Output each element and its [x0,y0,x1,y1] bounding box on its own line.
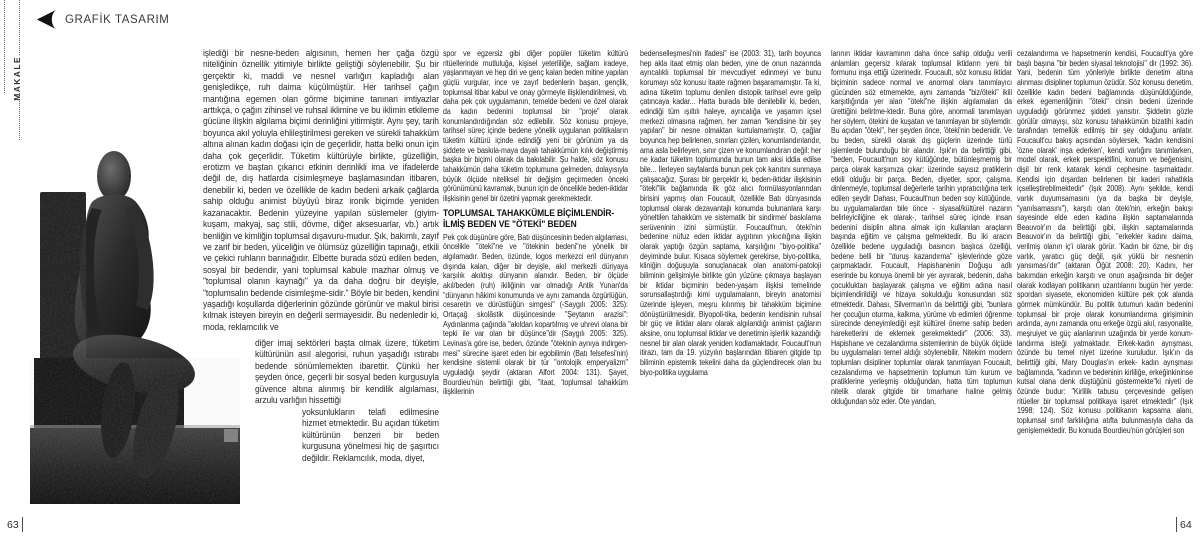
article-text: diğer imaj sektörleri başta olmak üzere, tüketim kültürünün asıl alegorisi, ruhun yaşadığı ıstırabı bedende sönümlemekten ibarettir. Çünkü her şeyden önce, geçerli bir sosyal beden kurgusuyla güvence altına alınmış bir kendilik algılaması, arzulu varlığın hissettiği [255,338,439,407]
article-text: bedenselleşmesi'nin ifadesi" ise (2003: 31), tarih boyunca hep akla itaat etmiş olan beden, yine de onun nazarında ayrıcalıklı toplumsal bir mevcudiyet edinmeyi ve bunu korumayı söz konusu itaate rağmen başaramamıştır. Ta ki, adına tüketim toplumu denilen distopik tarihsel evre gelip çatıncaya kadar... Hatta burada bile denilebilir ki, beden, edindiği tüm ışıltılı haleye, ayrıcalığa ve yaşamın içsel merkezi olmasına rağmen, her zaman "kendisine bir şey yapılan" bir nesne olmaktan kurtulamamıştır. O, çağlar boyunca hep belirlenen, sınırları çizilen, konumlandırılandır, ama asla belirleyen, sınır çizen ve konumlandıran değil: her ne kadar tüketim toplumunda bunun tam aksi iddia edilse bile... İlerleyen sayfalarda bunun pek çok kanıtını sunmaya çalışacağız. Şurası bir gerçektir ki, beden-iktidar ilişkisinin "öteki"lik bağlamında ilk göz alıcı formülasyonlarından birisini yapmış olan Foucault, özellikle Batı dünyasında toplumsal olarak dezavantajlı konumda bulunanlara karşı yöneltilen tahakküm ve sistematik bir sindirme/ baskılama serüveninin izini sürmüştür. Foucault'nun, öteki'nin bedenine nüfuz eden iktidar aygıtının yıkıcılığına ilişkin olarak yaptığı özgün saptama, karşılığını "biyo-politika" deyiminde bulur. Kısaca söylemek gerekirse, biyo-politika, kliniğin doğuşuyla sonuçlanacak olan anatomi-patoloji biliminin gelişimiyle birlikte gün yüzüne çıkmaya başlayan bir iktidar biçiminin beden-yaşam ilişkisi temelinde sorunsallaştırdığı kimi uygulamaların, bireyin anatomisi üzerinde işleyen, meşru kılınmış bir tahakküm biçimine dönüştürülmesidir. Biyopoli-tika, bedenin kendisinin ruhsal bir güç ve iktidar alanı olarak algılandığı animist çağların aksine, onu toplumsal iktidar ve denetimin işlerlik kazandığı nesnel bir alan olarak yeniden kodlamaktadır. Foucault'nun itirazı, tam da 19. yüzyılın başlarından itibaren gitgide tıp biliminin epistemik tekelini daha da güçlendirecek olan bu biyo-politika uygulama [640,49,821,377]
magazine-logo-icon [36,9,57,30]
text-column-2 [443,49,628,511]
lead-column-top [203,48,439,338]
page-header [36,9,169,30]
article-text: spor ve egzersiz gibi diğer popüler tüketim kültürü ritüellerinde mutluluğa, kişisel yeterliliğe, sağlam iradeye, yaşlanmayan ve hep diri ve genç kalan beden mitine yapılan güçlü vurgular, ince ve zayıf bedenlerin başarı, gençlik, toplumsal itibar kabul ve onay görmeyle ilişkilendirilmesi, vb. daha pek çok uygulamanın, temelde bedeni ve özel olarak da kadın bedenini toplumsal bir "proje" olarak konumlandırdığından söz edilebilir. Söz konusu projeye, tarihsel süreç içinde bedene yönelik uygulanan politikaların tüketim kültürü içinde edindiği yeni bir görünüm ya da şiddete ve baskıla-maya dayalı tahakkümün kılık değiştirmiş başka bir biçimi olarak da bakılabilir. Şu halde, söz konusu tahakkümün daha tüketim toplumuna gelmeden, dolayısıyla büyük ölçüde niteliksel bir değişim geçirmeden önceki görünümünü kavramak, bunun için de öncelikle beden-iktidar ilişkisinin genel bir özetini yapmak gerekmektedir. [443,49,628,203]
dotted-rule-outer [4,0,5,93]
lead-column-wrap-2 [302,407,439,507]
article-text: işlediği bir nesne-beden algısının, hemen her çağa özgü niteliğinin öznellik yitimiyle birlikte geliştiği söylenebilir. Şu bir gerçektir ki, maddi ve nesnel varlığın kapladığı alan genişledikçe, ruh daima küçülmüştür. Her tarihsel çağın mantığına egemen olan görme biçimine tanınan imtiyazlar arttıkça, o çağın zihinsel ve ruhsal iklimine ve bu iklimin etkileme gücüne ilişkin algılama biçimi derinliğini yitirmiştir. Aynı şey, tarih boyunca akıl yoluyla ehlileştirilmesi gereken ve sürekli tahakküm altına alınan kadın doğası için de geçerlidir, hatta belki onun için daha çok geçerlidir. Tüketim kültürüyle birlikte, güzelliğin, erotizm ve baştan çıkarıcı etkinin derinlikli ima ve ifadelerde değil de, dış hatlarda cisimleşmeye başlamasından itibaren, denebilir ki, beden ve özellikle de kadın bedeni arkaik çağlarda sahip olduğu animist büyüyü biraz ironik biçimde yeniden kazanacaktır. Bedenin yüzeyine yapılan süslemeler (giyim-kuşam, makyaj, saç stili, dövme, diğer aksesuarlar, vb.) artık benliğin ve kimliğin toplumsal dışavuru-mudur. Şık, bakımlı, zayıf ve zarif bir beden, yüceliğin ve ölümsüz güzelliğin tapınağı, etkili ve çekici ruhların barınağıdır. Elbette burada sözü edilen beden, sosyal bir bedendir, yani toplumsal kabule mazhar olmuş ve "toplumsal olanın kaynağı" ya da daha doğru bir deyişle, "toplumsalın bedende cisimleşme-sidir." Böyle bir beden, kendini yaşadığı koşullarda diğerlerinin gözünde görünür ve makul birisi kılmak isteyen bireyin en değerli sermayesidir. Bu nedenledir ki, moda, reklamcılık ve [203,48,439,333]
article-text: cezalandırma ve hapsetmenin kendisi, Foucault'ya göre başlı başına "bir beden siyasal teknolojisi" dir (1992: 36). Yani, bedenin tüm yönleriyle birlikte denetim altına alınması disipliner toplumun özüdür. Söz konusu denetim, özellikle kadın bedeni bağlamında düşünüldüğünde, erkek egemenliğinin "öteki" cinsin bedeni üzerinde uyguladığı görünmez şiddeti yansıtır. Şiddetin gözle görülür olmayışı, söz konusu tahakkümün bizatihi kadın tarafından temellük edilmiş bir şey olduğunu anlatır. Foucault'cu bakış açısından söylersek, "kadın kendisini 'özne olarak' inşa ederken', kendi varlığını tanımlarken, model olarak, erkek perspektifini, konum ve beğenisini, dişil bir renk katarak kendi cephesine taşımaktadır. Kendisi için dışardan belirlenen bir kaderi rahatlıkla içselleştirebilmektedir" (Işık 2008). Aynı şekilde, kendi varlık duyumsamasını (ya da başka bir deyişle, "yanılsamasını"), karşıtı olan öteki'nin, erkeğin bakışı sayesinde elde eden kadına ilişkin saptamalarında Beauvoir'ın da belirttiği gibi, ilişkin saptamalarında Beauvoir'ın da belirttiği gibi, "erkekler kadını daima, verilmiş olanın iç'i olarak görür. 'Kadın bir özne, bir dış varlık, yaratıcı güç değil, ışık yüklü bir nesnenin yansıması'dır" (aktaran Öğüt 2008: 20). Kadını, her bakımdan erkeğin karşıtı ve onun aşağısında bir değer olarak kodlayan politikanın uzantılarını bugün her yerde: spordan siyasete, ekonomiden kültüre pek çok alanda görmek mümkündür. Bu politik tutumun kadın bedenini toplumsal bir proje olarak konumlandırma girişiminin ardında, aynı zamanda onu erkeğe özgü akıl, rasyonalite, meşruiyet ve güç alanlarının uzağında bir yerde konum-landırma isteği yatmaktadır. Erkek-kadın ayrışması, özünde bu temel niyet üzerine kuruludur. Işık'ın da belirttiği gibi, Mary Douglas'ın erkek- kadın ayrışması bağlamında, "kadının ve bedeninin kirliliğe, erkeğinkininse kutsal olana denk düştüğünü göstermekte"ki niyeti de özünde budur: "Kirlilik tabusu çerçevesinde gelişen ritüeller bir toplumsal politikaya işaret etmektedir" (Işık 1998: 124). Söz konusu politikanın kapsama alanı, toplumsal sınıf farklılığına atıfta bulunmasıyla daha da genişlemektedir. Bu konuda Bourdieu'nün görüşleri son [1017,49,1193,435]
text-column-4 [831,49,1012,510]
section-heading: TOPLUMSAL TAHAKKÜMLE BİÇİMLENDİR-İLMİŞ BEDEN VE "ÖTEKİ" BEDEN [443,207,615,231]
article-text: yoksunlukların telafi edilmesine hizmet etmektedir. Bu açıdan tüketim kültürünün benzeri bir beden kurgusuna yönelmesi hiç de şaşırtıcı değildir. Reklamcılık, moda, diyet, [302,407,439,464]
page-number-left [7,517,23,532]
page-number-right [1176,517,1192,532]
lead-column-wrap-1 [255,338,439,407]
page-number-left-value: 63 [7,518,19,531]
magazine-title: GRAFİK TASARIM [65,13,170,26]
page-number-divider [22,517,23,532]
section-label-makale: MAKALE [12,56,22,101]
article-text: Pek çok düşünüre göre, Batı düşüncesinin beden algılaması, öncelikle "öteki"ne ve "ötekinin bedeni"ne yönelik bir algılamadır. Beden, özünde, logos merkezci eril dünyanın dışında kalan, diğer bir deyişle, akıl merkezli dünyaya karşılık akıldışı dünyanın alanıdır. Beden, bir ölçüde akıl/beden (ruh) ikiliğinin var olmadığı Antik Yunan'da "dünyanın hâkimi konumunda ve aynı zamanda özgürlüğün, cesaretin ve dürüstlüğün simgesi" (-Saygılı 2005: 325): Ortaçağ skolâstik düşüncesinde "Şeytanın arazisi": Aydınlanma çağında "akıldan kopartılmış ve uhrevi olana bir tepki ile var olan bir düşünce"dir (Saygılı 2005: 325). Levinas'a göre ise, beden, özünde "ötekinin aynıya indirgen-mesi" sürecine işaret eden bir egobilimin (Batı felsefesi'nin) kendisine sistemli olarak bir tür "ontolojik emperyalizm" uyguladığı şeydir (aktaran Alfort 2004: 131). Şayet, Bourdieu'nün belirttiği gibi, "itaat, 'toplumsal tahakküm ilişkilerinin [443,232,628,397]
page-number-right-value: 64 [1180,518,1192,531]
dotted-rule-inner-top [19,0,20,55]
text-column-3 [640,49,821,510]
page-number-divider [1176,517,1177,532]
text-column-5 [1017,49,1193,510]
article-text: larının iktidar kavramının daha önce sahip olduğu verili anlamları geçersiz kılarak toplumsal iktidarın yeni bir formunu inşa ettiği üzerinedir. Foucault, söz konusu iktidar biçiminin sadece normal ve anormal olanı tanımlayıcı gücünden söz etmemekte, aynı zamanda "biz/öteki" ikili karşıtlığında yer alan "öteki"ne ilişkin algılamaları da ürettiğini belirtme-ktedir. Buna göre, anormali tanımlayan her söylem, ötekini de kuşatan ve tanımlayan bir söylemdir. Bu açıdan "öteki", her şeyden önce, 'öteki'nin bedenidir. Ve bu beden, sürekli olarak dış güçlerin üzerinde türlü işlemlerde bulunduğu bir alandır. Işık'ın da belirttiği gibi, "beden, Foucault'nun soy kütüğünde, bütünleşmemiş bir parça olarak karşımıza çıkar: üzerinde sayısız pratiklerin etkili olduğu bir parça. Beden, diyetler, spor, çalışma, dinlenmeyle, toplumsal değerlerle tarihin yıpratıcılığına terk edilen şeydir Dahası, Foucault'nun beden soy kütüğünde, bu uygulamalardan bile önce - siyasal/kültürel nazarın belirleyiciliğine ek olarak-, tarihsel süreç içinde insan bedenini disiplin altına almak için kullanılan araçların başında eğitim ve çalışma gelmektedir. Bu iki aracın özellikle bedene uyguladığı basıncın başlıca özelliği, bedene belli bir "duruş kazandırma" işlevlerinde göze çarpmaktadır. Foucault, Hapishanenin Doğuşu adlı eserinde bu konuya önemli bir yer ayırarak, bedenin, daha çocukluktan başlayarak çalışma ve eğitim adına nasıl biçimlendirildiği ve hizaya sokulduğu konusundan söz etmektedir. Dahası, Silverman'ın da belirttiği gibi, "bunlara her çocuğun oturma, kalkma, yürüme vb edimleri öğrenme sürecinde deneyimlediği eşit kültürel öneme sahip beden hareketlerini de eklemek gerekmektedir" (2006: 33). Hapishane ve cezalandırma sistemlerinin de büyük ölçüde bu uygulamaları temel aldığı söylenebilir. Nitekim modern toplumları disipliner toplumlar olarak tanımlayan Foucault, cezalandırma ve hapsetmenin toplumun tüm kurum ve pratiklerine yerleşmiş olduğundan, hatta tüm toplumun nitelik olarak gitgide bir tımarhane haline gelmiş olduğundan söz eder. Öte yandan, [831,49,1012,406]
